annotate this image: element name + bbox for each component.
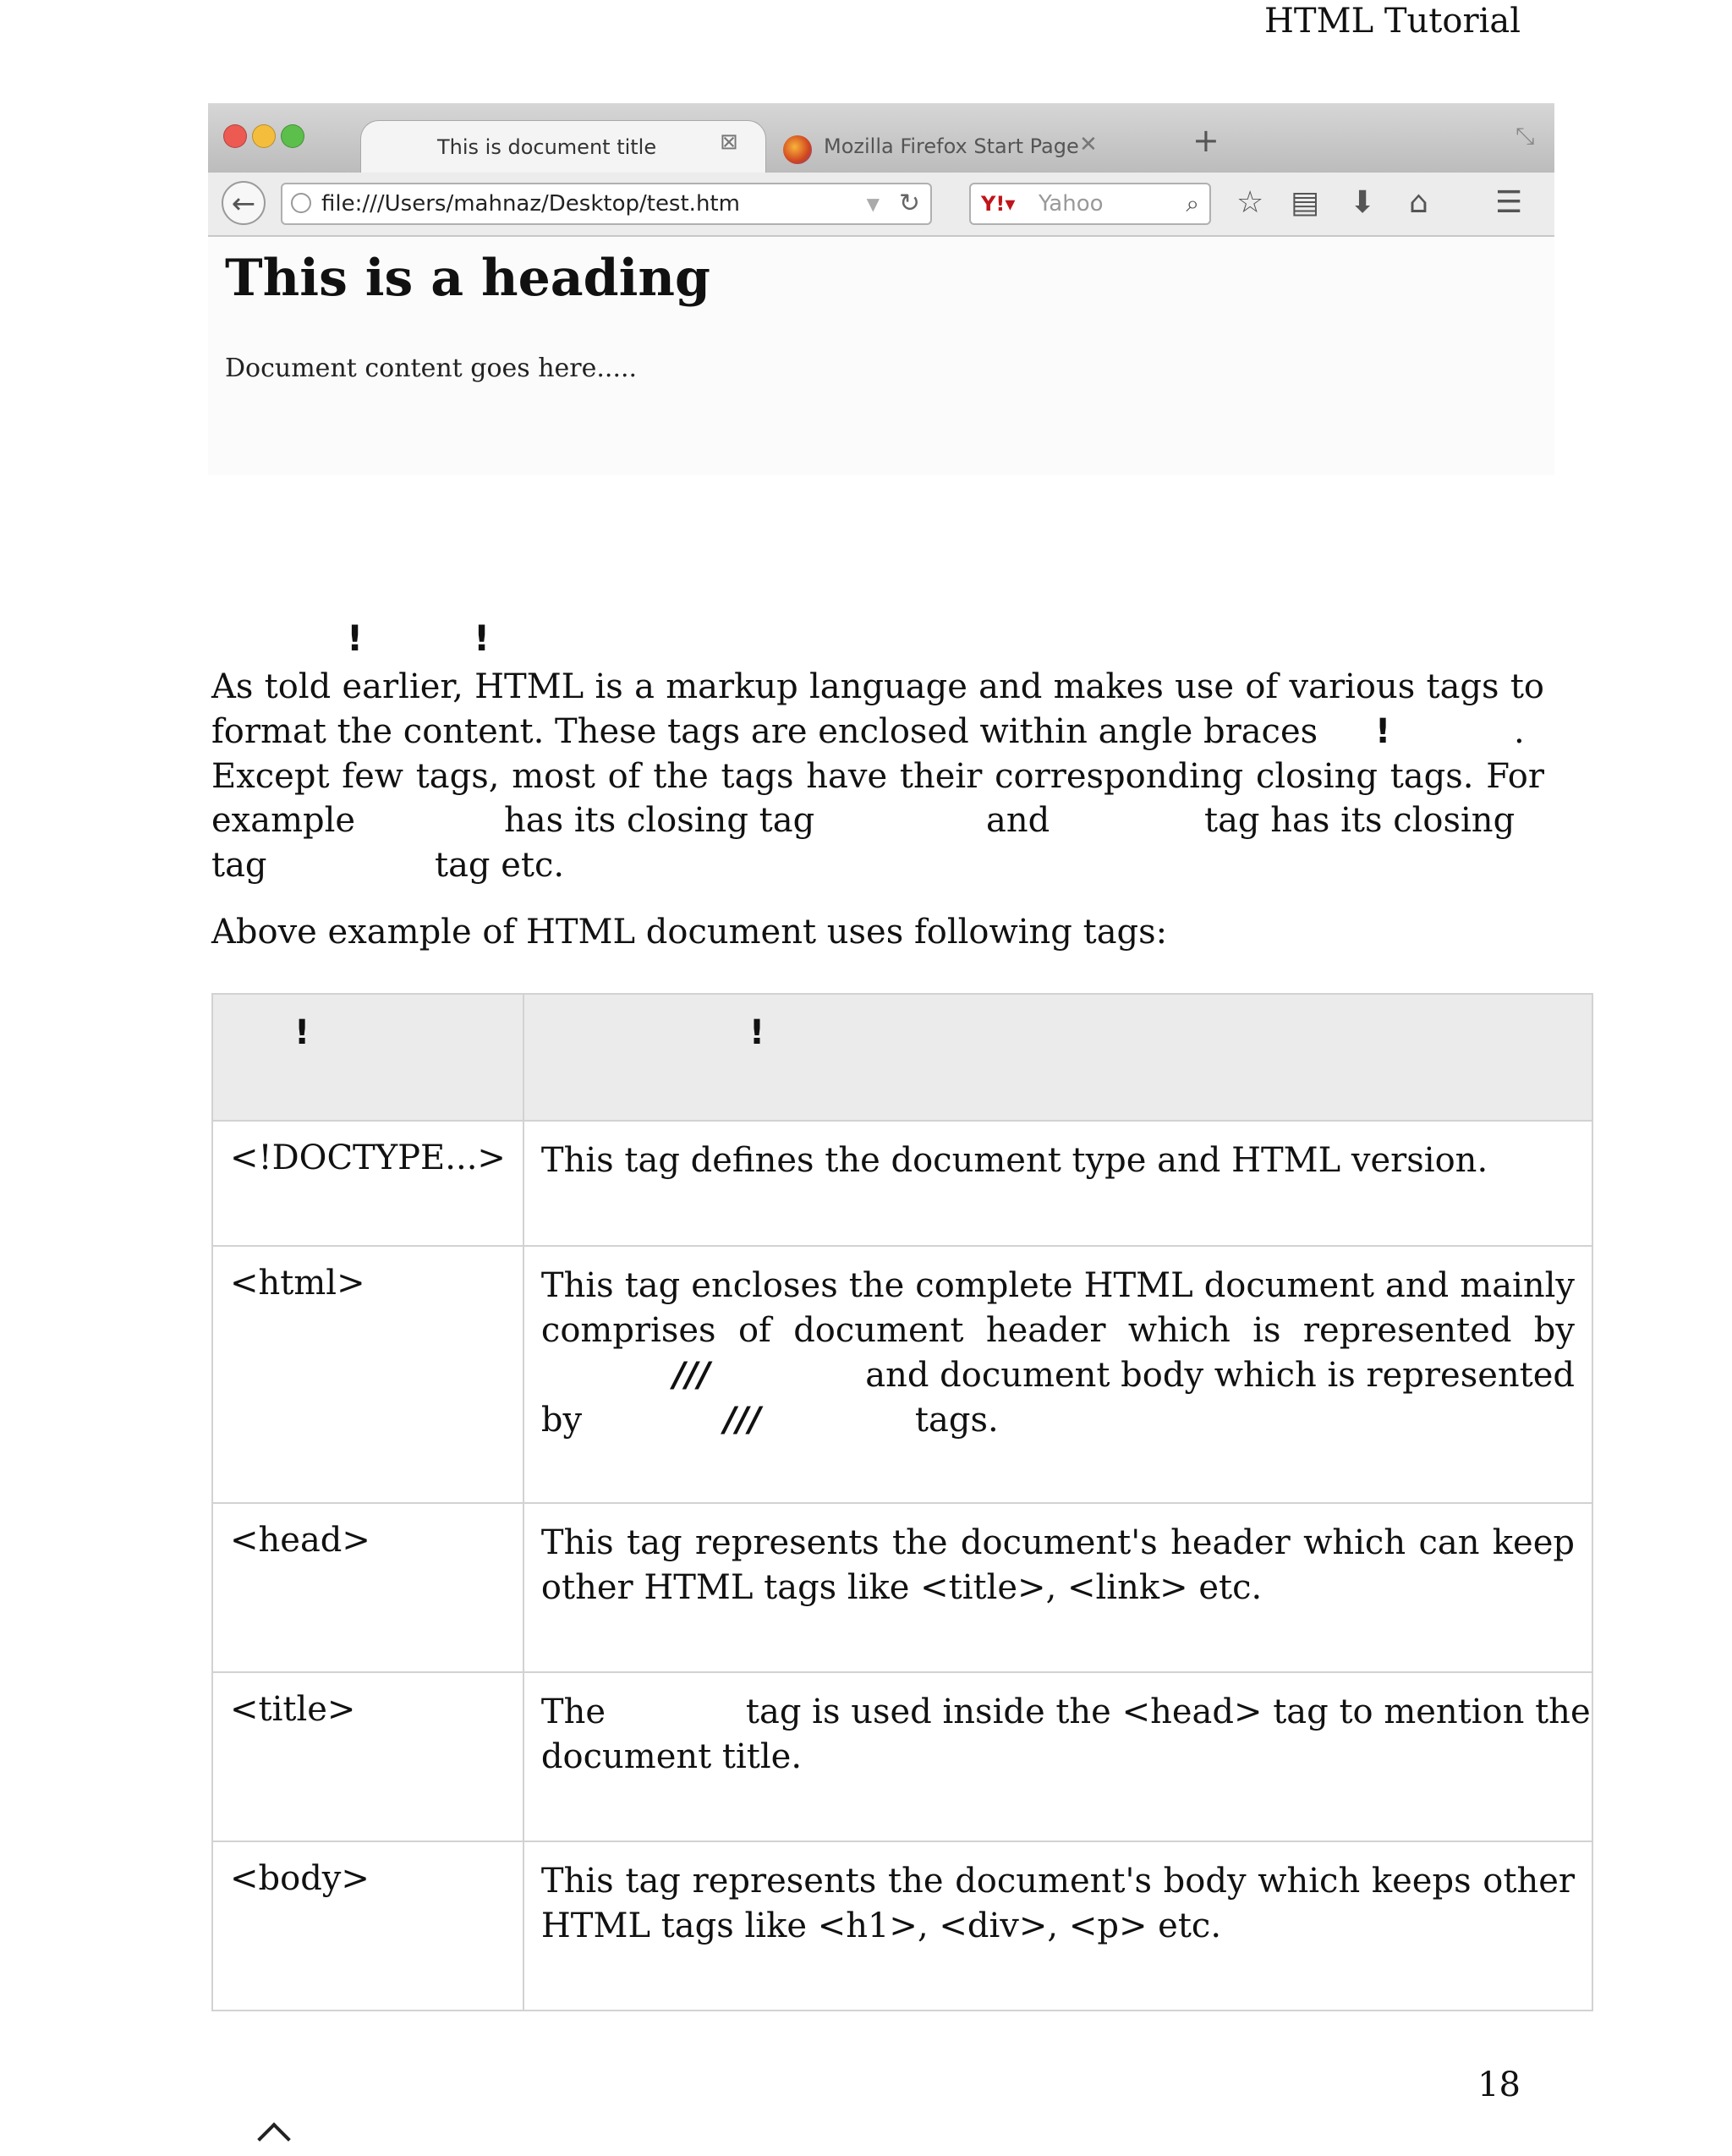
search-placeholder: Yahoo — [1039, 191, 1104, 217]
paragraph-text: tag etc. — [435, 846, 565, 885]
description-cell — [523, 1672, 1592, 1841]
fullscreen-icon: ⤡ — [1516, 122, 1535, 150]
tab-close-icon: ✕ — [1079, 132, 1098, 157]
table-row — [212, 1841, 1592, 2011]
description-line — [540, 1690, 1591, 1735]
browser-tab-bar — [208, 103, 1554, 173]
paragraph-text: and — [986, 801, 1050, 840]
description-text: tags. — [914, 1401, 999, 1440]
paragraph-line — [211, 710, 1544, 754]
page-heading: This is a heading — [225, 249, 710, 308]
tab-active — [360, 120, 766, 173]
description-line: comprises of document header which is represented by — [540, 1311, 1575, 1350]
section-mark: ! — [474, 617, 491, 659]
clipboard-icon: ▤ — [1291, 185, 1320, 220]
yahoo-logo-icon: Y!▾ — [981, 192, 1016, 216]
minimize-window-light — [252, 124, 276, 148]
table-row — [212, 1503, 1592, 1672]
tag-cell: <title> — [212, 1672, 523, 1841]
description-line: This tag encloses the complete HTML document and mainly — [540, 1266, 1575, 1305]
tag-cell: <body> — [212, 1841, 523, 2011]
description-line — [541, 1353, 1575, 1398]
page-content: Document content goes here..... — [225, 354, 638, 383]
inactive-tab-title: Mozilla Firefox Start Page — [824, 134, 1079, 158]
table-row — [212, 1246, 1592, 1503]
description-cell — [523, 1246, 1592, 1503]
paragraph-line: As told earlier, HTML is a markup language and makes use of various tags to — [211, 667, 1544, 706]
description-text: and document body which is represented — [865, 1356, 1575, 1395]
slash-mark: /// — [723, 1401, 761, 1440]
url-text: file:///Users/mahnaz/Desktop/test.htm — [321, 191, 740, 217]
running-head: HTML Tutorial — [1264, 2, 1521, 41]
back-arrow-icon: ← — [222, 181, 266, 225]
paragraph-text: has its closing tag — [504, 801, 815, 840]
tag-cell: <!DOCTYPE...> — [212, 1121, 523, 1246]
paragraph-text: tag — [211, 846, 267, 885]
description-cell: This tag defines the document type and HTML version. — [523, 1121, 1592, 1246]
table-intro: Above example of HTML document uses following tags: — [211, 913, 1168, 952]
zoom-window-light — [281, 124, 304, 148]
new-tab-icon: + — [1192, 122, 1220, 159]
tab-close-icon: ⊠ — [720, 129, 738, 155]
chevron-up-icon — [257, 2122, 291, 2156]
search-bar — [969, 183, 1211, 225]
active-tab-title: This is document title — [437, 134, 657, 159]
description-line — [541, 1398, 1575, 1443]
dropdown-icon: ▼ — [866, 194, 880, 214]
header-mark: ! — [294, 1013, 310, 1052]
hamburger-menu-icon: ☰ — [1495, 185, 1523, 220]
star-icon: ☆ — [1236, 185, 1264, 220]
download-icon: ⬇ — [1350, 185, 1376, 220]
table-row — [212, 1672, 1592, 1841]
slash-mark: /// — [672, 1356, 710, 1395]
description-cell: This tag represents the document's body which keeps other HTML tags like <h1>, <div>, <p> etc. — [523, 1841, 1592, 2011]
page-number: 18 — [1477, 2065, 1521, 2104]
paragraph-line: Except few tags, most of the tags have their corresponding closing tags. For — [211, 757, 1544, 796]
tag-cell: <html> — [212, 1246, 523, 1503]
table-header-cell — [523, 994, 1592, 1121]
description-text: The — [540, 1692, 606, 1731]
globe-icon — [291, 193, 311, 213]
url-bar — [281, 183, 932, 225]
table-row — [212, 1121, 1592, 1246]
reload-icon: ↻ — [898, 189, 920, 218]
browser-nav-bar — [208, 173, 1554, 237]
tags-table — [211, 993, 1593, 2011]
description-text: by — [540, 1401, 583, 1440]
description-cell: This tag represents the document's header which can keep other HTML tags like <title>, <link> etc. — [523, 1503, 1592, 1672]
angle-brace-mark: ! — [1375, 712, 1391, 751]
paragraph-text: . — [1514, 712, 1525, 751]
table-header-row — [212, 994, 1592, 1121]
description-text: tag is used inside the <head> tag to mention the — [745, 1692, 1591, 1731]
header-mark: ! — [748, 1013, 765, 1052]
home-icon: ⌂ — [1409, 185, 1428, 220]
search-icon: ⌕ — [1186, 189, 1199, 217]
section-mark: ! — [347, 617, 364, 659]
browser-screenshot — [208, 103, 1554, 475]
paragraph-text: format the content. These tags are enclosed within angle braces — [211, 712, 1318, 751]
description-line: document title. — [540, 1737, 803, 1776]
paragraph-text: tag has its closing — [1204, 801, 1516, 840]
paragraph-text: example — [211, 801, 356, 840]
tab-inactive — [780, 120, 1118, 173]
tag-cell: <head> — [212, 1503, 523, 1672]
close-window-light — [223, 124, 247, 148]
table-header-cell — [212, 994, 523, 1121]
